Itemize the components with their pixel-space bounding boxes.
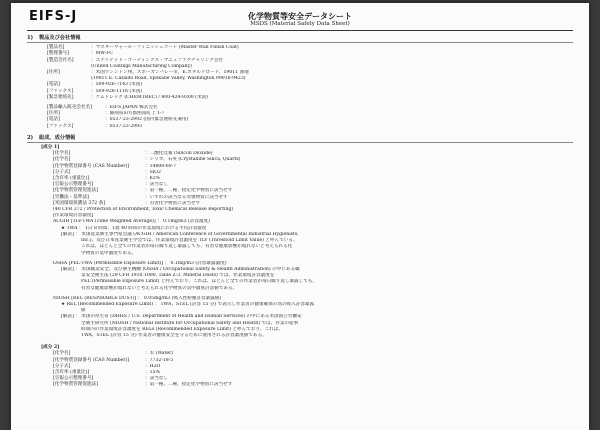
info-value: ：14808-60-7 bbox=[145, 163, 177, 169]
info-value: ：シリカ、石英 (Crystalline Silica, Quartz) bbox=[145, 157, 241, 163]
info-key: [整理番号] bbox=[47, 51, 69, 57]
info-key: [官報公示整理番号] bbox=[53, 182, 94, 188]
info-value: ：該当なし bbox=[145, 376, 168, 382]
niosh-rel: ★ REL (Recommended Exposure Limit) ： TWA、STEL (許容 15 分) で表示し作業者の健康確保の為の吸入許容暴露 bbox=[61, 301, 315, 307]
component-1-rows bbox=[27, 151, 573, 207]
acgih-twa: ★ TWA ： 1日 8 時間、1週 40 時間の作業環境における平均許容濃度 bbox=[61, 225, 207, 231]
info-value: (United Coatings Manufacturing Company) bbox=[91, 63, 192, 69]
info-value: ：第一種、二種、指定化学物質に該当せず bbox=[145, 382, 233, 388]
info-key: [化学物質管理促進法] bbox=[53, 188, 98, 194]
info-key: [ファックス] bbox=[47, 123, 74, 129]
info-row bbox=[53, 382, 573, 388]
info-key: [製品輸入販売会社名] bbox=[47, 105, 92, 111]
info-key: [化学名] bbox=[53, 151, 71, 157]
info-key: [分子式] bbox=[53, 169, 71, 175]
note-line: [解説] ： 米国の厚生省 (DHHS / U.S. Department of Health and Human Services) の中にある米国国立労働安 bbox=[61, 314, 302, 320]
osha-title: OSHA [PEL-TWA (Permissible Exposure Limit)] ： 0.1mg/m3 (許容暴露濃度) bbox=[53, 260, 227, 266]
header-rule bbox=[27, 30, 573, 31]
info-key: [化学名] bbox=[53, 351, 71, 357]
info-key: [化学物質管理促進法] bbox=[53, 382, 98, 388]
info-value: ：MW-FC bbox=[91, 51, 113, 57]
info-key: [電話] bbox=[47, 117, 60, 123]
info-key: [ファックス] bbox=[47, 88, 74, 94]
info-value: ：EIFS JAPAN 株式会社 bbox=[105, 105, 158, 111]
info-key: [製品名] bbox=[47, 45, 65, 51]
info-value: ：第一種、二種、指定化学物質に該当せず bbox=[145, 188, 233, 194]
info-value: ：有害化学物質に該当せず bbox=[145, 200, 201, 206]
component-2-label: [成分 2] bbox=[41, 345, 60, 351]
info-value: ：米国ワシントン州、スポーカンバレー市、E.カタルドロード、19011 番地 bbox=[91, 70, 249, 76]
section-2-heading: 2) 組成、成分情報 bbox=[27, 135, 573, 143]
info-value: ：SiO2 bbox=[145, 169, 161, 175]
note-line: PEL (Permissible Exposure Limit) と呼んでおり、これは、ほとんど全ての作業者が毎日繰り返し暴露しても、 bbox=[81, 279, 318, 285]
info-value: ：H2O bbox=[145, 363, 161, 369]
info-key: [米国環境保護法 372 条] bbox=[53, 200, 106, 206]
info-value: ：ユナイテッド・コーティングス・マニュファクチャリング会社 bbox=[91, 57, 224, 63]
info-value: ：0537-23-2993 bbox=[105, 123, 142, 129]
info-key: [含有率 (重量比)] bbox=[53, 176, 90, 182]
document-body bbox=[27, 34, 573, 430]
info-key: [住所] bbox=[47, 70, 60, 76]
info-key: [電話] bbox=[47, 82, 60, 88]
acgih-notes bbox=[27, 232, 573, 257]
info-key: [化学物質登録番号 (CAS Number)] bbox=[53, 357, 130, 363]
note-line: 時間内の作業環境許容濃度を RELs (Recommended Exposure Limit) と呼んでおり、これは、 bbox=[81, 326, 283, 332]
info-value: ：62% bbox=[145, 176, 160, 182]
document-page bbox=[11, 3, 589, 430]
note-line: 学物質の気中濃度である。 bbox=[81, 250, 137, 256]
info-value: (19011 E. Cataldo Road, Spokane Valley, Washington 99016-9423) bbox=[91, 76, 246, 82]
note-line: これは、ほとんど全ての作業者が毎日繰り返し暴露しても、有害な健康影響が現れないと考えられる化 bbox=[81, 244, 293, 250]
section-1-heading: 1) 製品及び会社情報 bbox=[27, 35, 573, 43]
company-logo: EIFS-J bbox=[29, 9, 78, 24]
section-1-company-info bbox=[27, 45, 573, 101]
info-key: [分子式] bbox=[53, 363, 71, 369]
exposure-heading: [作業環境許容濃度] bbox=[53, 213, 94, 219]
info-key: [含有率 (重量比)] bbox=[53, 369, 90, 375]
section-1-importer-info bbox=[27, 105, 573, 130]
osha-notes bbox=[27, 267, 573, 292]
info-value: ：7732-18-5 bbox=[145, 357, 174, 363]
info-value: ：509-926-7143 (米国) bbox=[91, 82, 143, 88]
info-key: [化学名] bbox=[53, 157, 71, 163]
info-key: [製造会社名] bbox=[47, 57, 74, 63]
info-key: [官報公示整理番号] bbox=[53, 376, 94, 382]
info-value: ：水 (Water) bbox=[145, 351, 174, 357]
info-value: ：該当なし bbox=[145, 182, 168, 188]
note-line: 全衛生研究所 (NIOSH / National Institute for Occupational Safety and Health) では、作業の従事 bbox=[81, 320, 299, 326]
info-key: [労働法・基準法] bbox=[53, 194, 89, 200]
document-title: 化学物質等安全データシート bbox=[248, 11, 352, 21]
component-1-label: [成分 1] bbox=[41, 145, 60, 151]
note-line: TWA、STEL (許容 15 分) 作業者の健康安全を守るために使用される許容濃度値である。 bbox=[81, 332, 267, 338]
acgih-title: ACGIH [TLV-TWA (Time Weighted Average)] ： 0.1mg/m3 (許容濃度) bbox=[53, 219, 211, 225]
niosh-notes bbox=[27, 314, 573, 339]
document-subtitle: MSDS (Material Safety Data Sheet) bbox=[250, 21, 350, 27]
info-value: ：ケムトレック (CHEMTREC) / 800-424-9300 (米国) bbox=[91, 94, 208, 100]
note-line: [解説] ： 米国職業安全、及び衛生機構 (OSHA / Occupational Safety & Health Administration) の中にある職 bbox=[61, 266, 300, 272]
niosh-title: NIOSH [REL (RESPIRABLE DUST)] ： 0.05mg/m3 (吸入性粉塵許容暴露値) bbox=[53, 295, 222, 301]
component-2-rows bbox=[27, 351, 573, 388]
info-value: ：二酸化珪素 (Silicon Dioxide) bbox=[145, 151, 213, 157]
info-value: ：いずれの該当なる対象物質に該当せず bbox=[145, 194, 228, 200]
note-line: 有害な健康影響が現れないと考えられる化学物質の気中濃度許容値である。 bbox=[81, 285, 238, 291]
info-value: ：マスターウォール・フィニッシュコート (Master Wall Finish Coat) bbox=[91, 45, 239, 51]
info-key: [住所] bbox=[47, 111, 60, 117]
note-line: [解説] ： 米国産業衛生専門家会議 (ACGIH / American Conference of Governmental Industrial Hygienists, bbox=[61, 231, 299, 237]
epa-reference: (40 CFR 372 / Protection of Environment, Toxic Chemical Release Reporting) bbox=[53, 207, 234, 213]
note-line: 業安全衛生法 (29 CFR 1910.1000. Table Z-3, Mineral Dusts) では、作業環境許容濃度を bbox=[81, 273, 275, 279]
info-key: [化学物質登録番号 (CAS Number)] bbox=[53, 163, 130, 169]
info-value: ：509-926-1116 (米国) bbox=[91, 88, 143, 94]
info-value: ：静岡県田方郡函南町上 1-7 bbox=[105, 111, 165, 117]
niosh-rel-cont: 値 bbox=[81, 308, 86, 314]
note-line: Inc.)。及び日本産業衛生学会では、作業環境許容濃度を TLV (Threshold Limit Value) と呼んでいる。 bbox=[81, 238, 298, 244]
info-value: ：15% bbox=[145, 369, 160, 375]
info-value: ：0537-23-2992 (国内緊急連絡先兼用) bbox=[105, 117, 189, 123]
info-key: [緊急連絡先] bbox=[47, 94, 74, 100]
